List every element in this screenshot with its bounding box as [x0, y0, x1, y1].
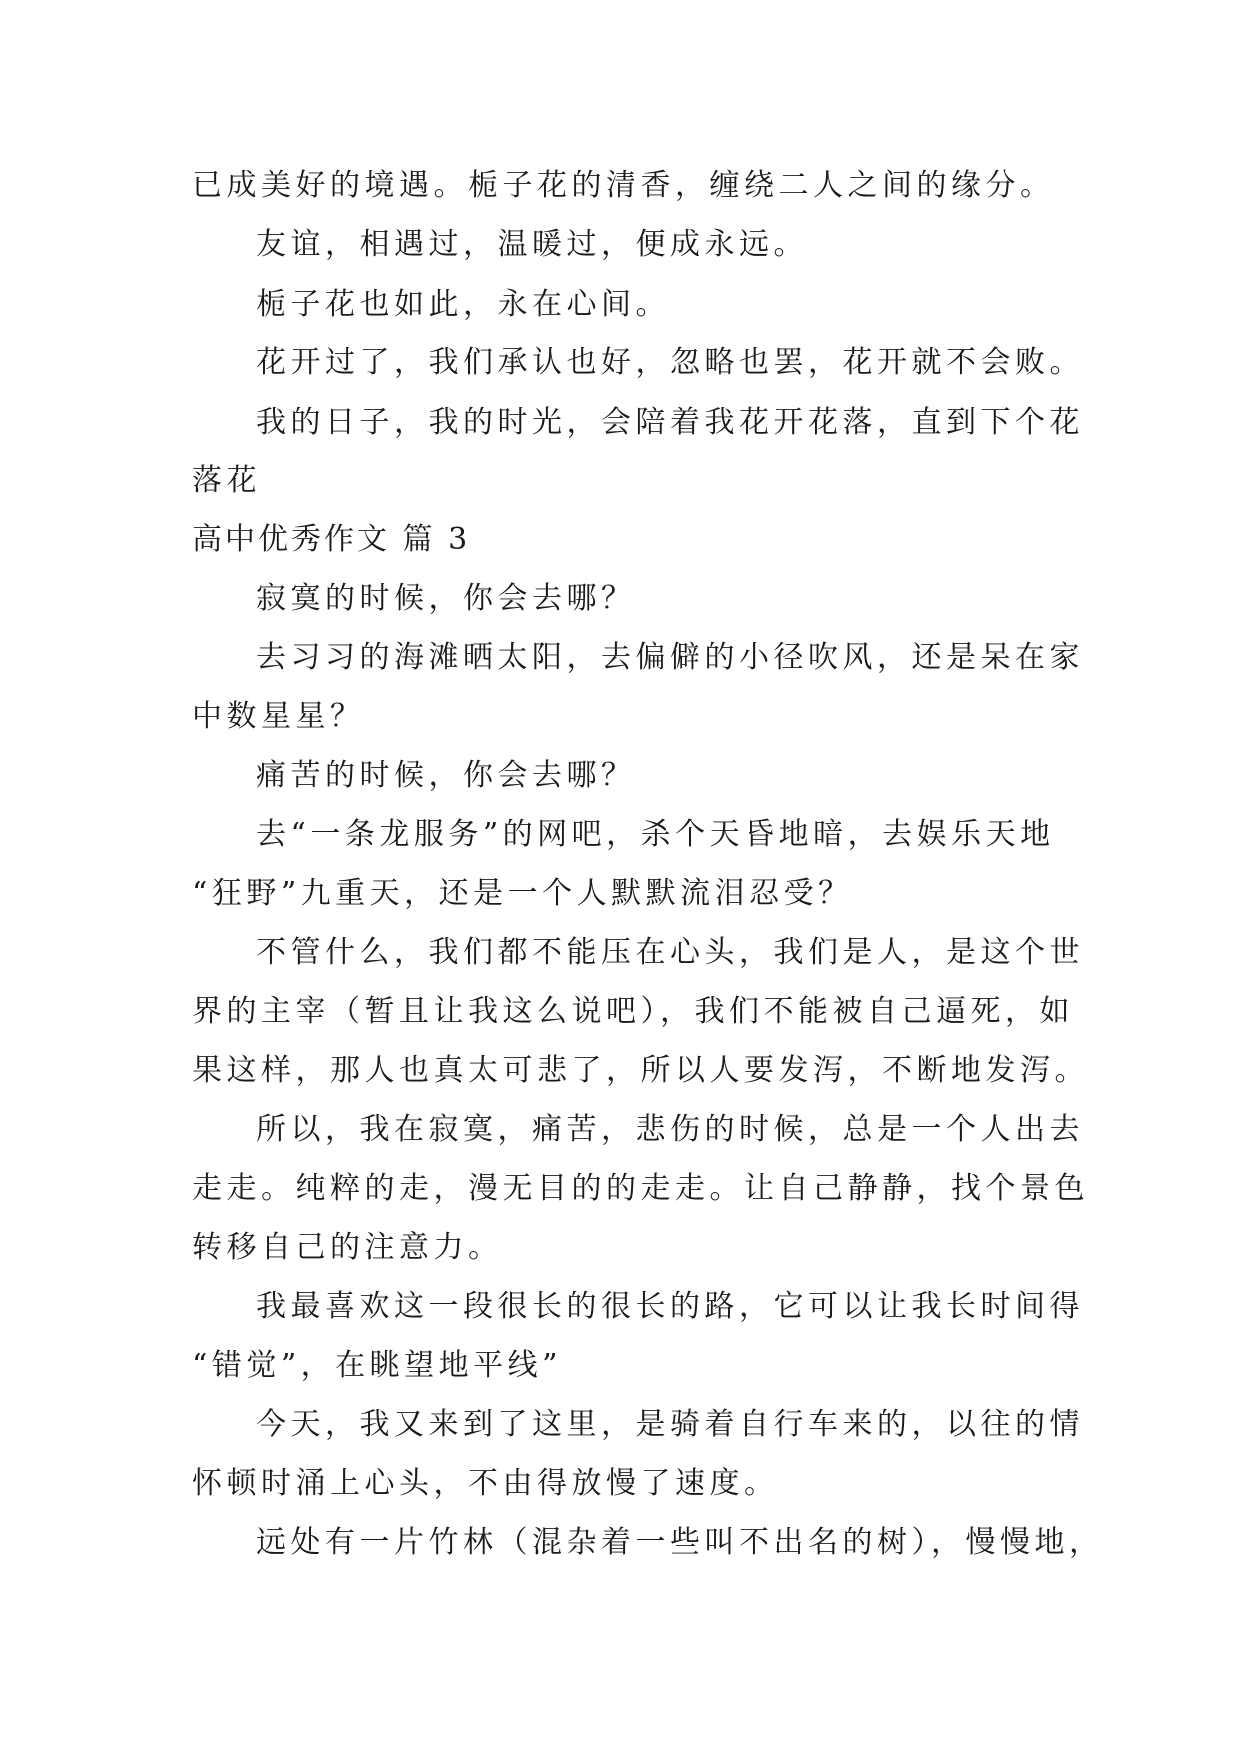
- text-line: 所以，我在寂寞，痛苦，悲伤的时候，总是一个人出去: [256, 1112, 1084, 1147]
- text-line: 花开过了，我们承认也好，忽略也罢，花开就不会败。: [256, 345, 1084, 380]
- text-line: 果这样，那人也真太可悲了，所以人要发泻，不断地发泻。: [192, 1053, 1089, 1088]
- text-line: 走走。纯粹的走，漫无目的的走走。让自己静静，找个景色: [192, 1171, 1089, 1206]
- text-line: 栀子花也如此，永在心间。: [256, 287, 670, 322]
- text-line: “狂野”九重天，还是一个人默默流泪忍受？: [192, 876, 853, 911]
- text-line: 中数星星？: [192, 699, 365, 734]
- text-line: 去“一条龙服务”的网吧，杀个天昏地暗，去娱乐天地: [256, 817, 1055, 852]
- text-line: 我最喜欢这一段很长的很长的路，它可以让我长时间得: [256, 1289, 1084, 1324]
- text-line: 我的日子，我的时光，会陪着我花开花落，直到下个花: [256, 405, 1084, 440]
- text-line: 界的主宰（暂且让我这么说吧），我们不能被自己逼死，如: [192, 994, 1074, 1029]
- text-line: 友谊，相遇过，温暖过，便成永远。: [256, 227, 808, 262]
- text-line: 落花: [192, 463, 261, 498]
- text-line: “错觉”，在眺望地平线”: [192, 1348, 563, 1383]
- text-line: 今天，我又来到了这里，是骑着自行车来的，以往的情: [256, 1407, 1084, 1442]
- text-line: 怀顿时涌上心头，不由得放慢了速度。: [192, 1466, 779, 1501]
- text-line: 痛苦的时候，你会去哪？: [256, 758, 636, 793]
- text-line: 已成美好的境遇。栀子花的清香，缠绕二人之间的缘分。: [192, 168, 1055, 203]
- text-line: 转移自己的注意力。: [192, 1230, 503, 1265]
- text-line: 寂寞的时候，你会去哪？: [256, 581, 636, 616]
- text-line: 不管什么，我们都不能压在心头，我们是人，是这个世: [256, 935, 1084, 970]
- text-line: 远处有一片竹林（混杂着一些叫不出名的树），慢慢地，: [256, 1525, 1104, 1560]
- text-line: 去习习的海滩晒太阳，去偏僻的小径吹风，还是呆在家: [256, 640, 1084, 675]
- section-heading: 高中优秀作文 篇 3: [192, 522, 471, 557]
